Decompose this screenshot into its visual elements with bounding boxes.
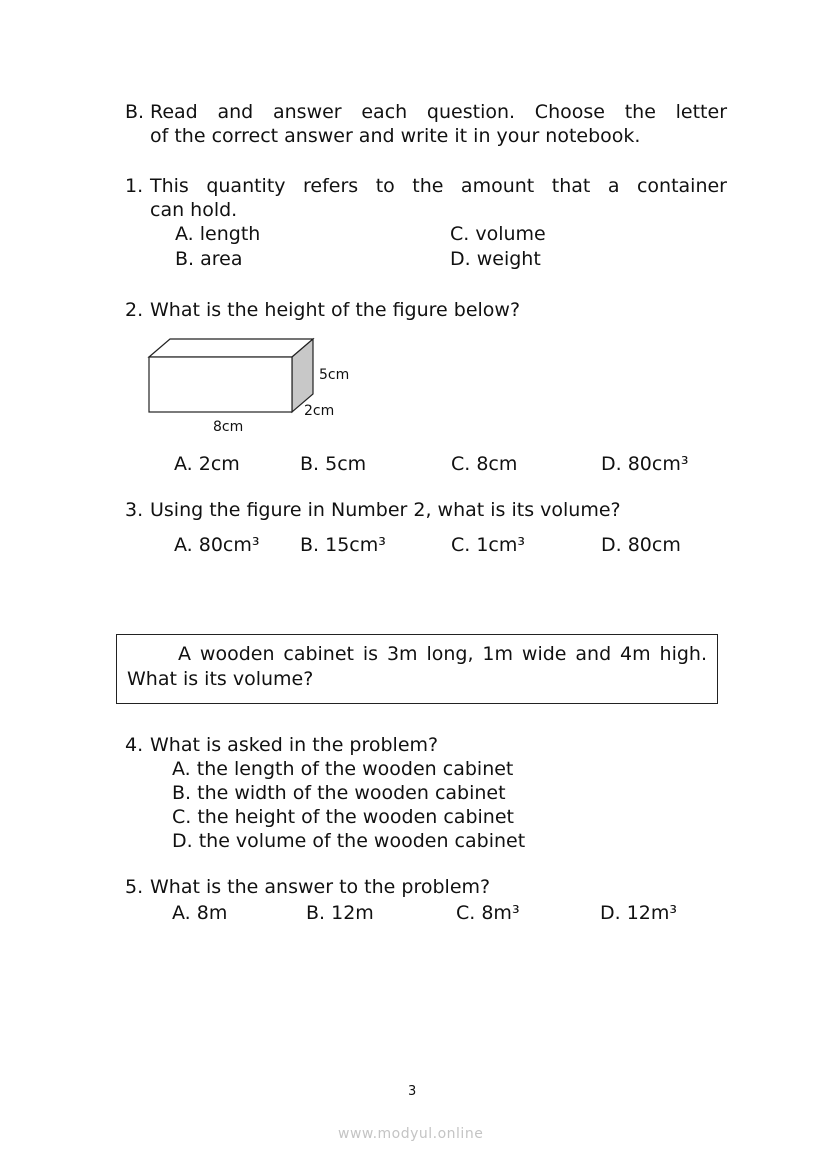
watermark-text: www.modyul.online <box>338 1126 484 1142</box>
word-problem-line2: What is its volume? <box>127 668 314 690</box>
figure-depth-label: 2cm <box>304 403 335 419</box>
q5-option-b: B. 12m <box>306 902 374 924</box>
q1-text-line1: This quantity refers to the amount that a container <box>150 175 727 197</box>
q5-text: What is the answer to the problem? <box>150 876 491 898</box>
q5-option-a: A. 8m <box>172 902 228 924</box>
q2-text: What is the height of the figure below? <box>150 299 521 321</box>
figure-height-label: 5cm <box>319 367 350 383</box>
q3-option-a: A. 80cm³ <box>174 534 260 556</box>
q5-option-d: D. 12m³ <box>600 902 678 924</box>
q2-option-d: D. 80cm³ <box>601 453 689 475</box>
q3-option-c: C. 1cm³ <box>451 534 526 556</box>
q4-option-a: A. the length of the wooden cabinet <box>172 758 514 780</box>
q1-text-line2: can hold. <box>150 199 238 221</box>
rectangular-prism-figure <box>140 330 320 420</box>
prism-top-face <box>149 339 313 357</box>
q3-option-d: D. 80cm <box>601 534 681 556</box>
q3-text: Using the figure in Number 2, what is its volume? <box>150 499 621 521</box>
q4-option-d: D. the volume of the wooden cabinet <box>172 830 526 852</box>
q2-option-b: B. 5cm <box>300 453 367 475</box>
section-b-instruction-line2: of the correct answer and write it in your notebook. <box>150 125 641 147</box>
q2-option-a: A. 2cm <box>174 453 240 475</box>
q5-number: 5. <box>125 876 144 898</box>
q3-option-b: B. 15cm³ <box>300 534 386 556</box>
word-problem-line1: A wooden cabinet is 3m long, 1m wide and 4m high. <box>178 643 707 665</box>
section-b-instruction-line1: Read and answer each question. Choose the letter <box>150 101 727 123</box>
page-number: 3 <box>408 1084 417 1099</box>
q4-number: 4. <box>125 734 144 756</box>
q5-option-c: C. 8m³ <box>456 902 520 924</box>
q4-text: What is asked in the problem? <box>150 734 439 756</box>
prism-front-face <box>149 357 292 412</box>
figure-length-label: 8cm <box>213 419 244 435</box>
q2-option-c: C. 8cm <box>451 453 518 475</box>
q4-option-c: C. the height of the wooden cabinet <box>172 806 514 828</box>
q1-option-d: D. weight <box>450 248 541 270</box>
section-b-label: B. <box>125 101 145 123</box>
q1-option-c: C. volume <box>450 223 546 245</box>
q2-number: 2. <box>125 299 144 321</box>
q4-option-b: B. the width of the wooden cabinet <box>172 782 506 804</box>
q1-option-b: B. area <box>175 248 243 270</box>
q3-number: 3. <box>125 499 144 521</box>
q1-option-a: A. length <box>175 223 261 245</box>
q1-number: 1. <box>125 175 144 197</box>
